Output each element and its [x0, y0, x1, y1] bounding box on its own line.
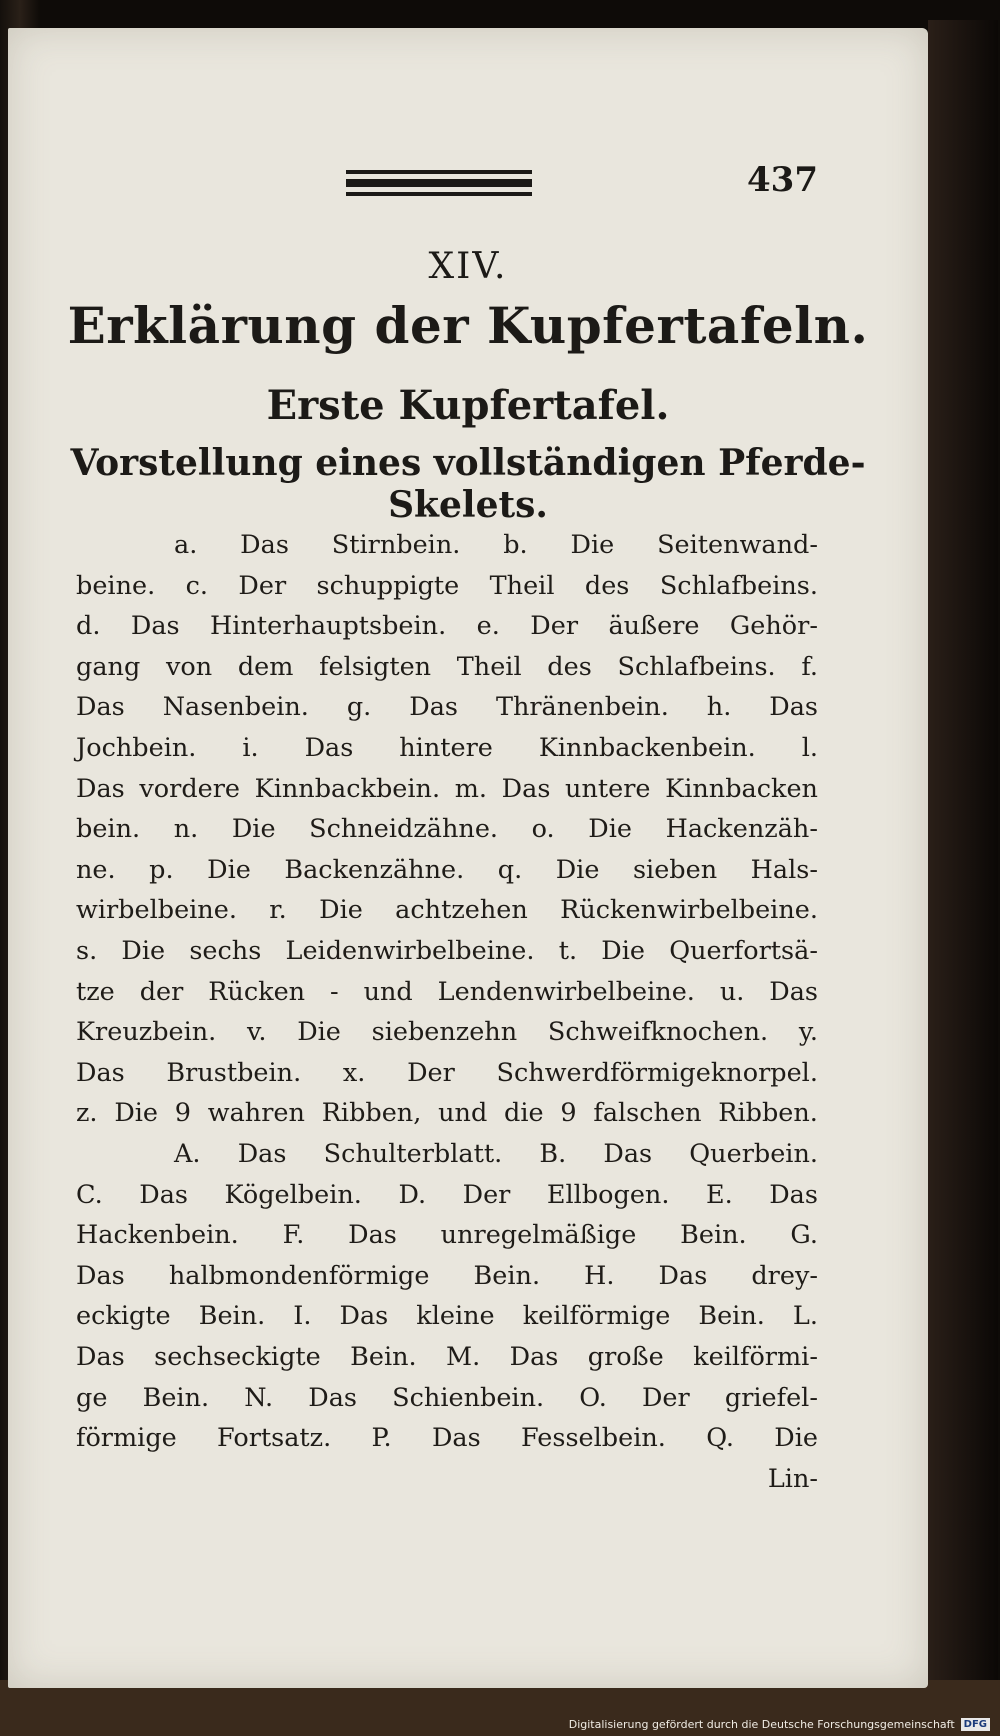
text-line: d. Das Hinterhauptsbein. e. Der äußere Gehör-	[76, 611, 818, 642]
decorative-rule	[346, 170, 532, 196]
page-number: 437	[747, 160, 818, 200]
text-line: Kreuzbein. v. Die siebenzehn Schweifknochen. y.	[76, 1017, 818, 1048]
text-line: Lin-	[767, 1463, 818, 1494]
text-line: beine. c. Der schuppigte Theil des Schlafbeins.	[76, 570, 818, 601]
plate-title: Erste Kupfertafel.	[266, 382, 670, 429]
text-line: förmige Fortsatz. P. Das Fesselbein. Q. Die	[76, 1423, 818, 1454]
text-line: wirbelbeine. r. Die achtzehen Rückenwirbelbeine.	[76, 895, 818, 926]
chapter-title: Erklärung der Kupfertafeln.	[67, 296, 869, 355]
text-line: tze der Rücken - und Lendenwirbelbeine. u. Das	[76, 976, 818, 1007]
section-number: XIV.	[428, 246, 508, 287]
book-edge-shadow	[928, 20, 998, 1700]
text-line: Das sechseckigte Bein. M. Das große keilförmi-	[76, 1342, 818, 1372]
plate-heading-line: Skelets.	[388, 484, 548, 526]
text-line: s. Die sechs Leidenwirbelbeine. t. Die Querfortsä-	[76, 936, 818, 966]
text-line: A. Das Schulterblatt. B. Das Querbein.	[174, 1139, 818, 1169]
plate-heading-line: Vorstellung eines vollständigen Pferde-	[70, 442, 866, 484]
text-line: bein. n. Die Schneidzähne. o. Die Hackenzäh-	[76, 814, 818, 845]
digitization-credit	[569, 1718, 990, 1731]
text-line: C. Das Kögelbein. D. Der Ellbogen. E. Das	[76, 1179, 818, 1210]
text-line: ne. p. Die Backenzähne. q. Die sieben Hals-	[76, 854, 818, 885]
dfg-logo: DFG	[961, 1718, 990, 1731]
text-line: Das Brustbein. x. Der Schwerdförmigeknorpel.	[76, 1057, 818, 1088]
credit-text: Digitalisierung gefördert durch die Deutsche Forschungsgemeinschaft	[568, 1718, 955, 1731]
text-line: Das halbmondenförmige Bein. H. Das drey-	[76, 1260, 818, 1291]
text-line: gang von dem felsigten Theil des Schlafbeins. f.	[76, 651, 818, 682]
text-line: Das vordere Kinnbackbein. m. Das untere Kinnbacken	[76, 773, 818, 804]
text-line: Das Nasenbein. g. Das Thränenbein. h. Das	[76, 692, 818, 723]
text-line: Jochbein. i. Das hintere Kinnbackenbein. l.	[76, 733, 818, 763]
text-line: z. Die 9 wahren Ribben, und die 9 falschen Ribben.	[76, 1098, 818, 1129]
text-line: Hackenbein. F. Das unregelmäßige Bein. G.	[76, 1220, 818, 1251]
text-line: eckigte Bein. I. Das kleine keilförmige Bein. L.	[76, 1301, 818, 1332]
text-line: a. Das Stirnbein. b. Die Seitenwand-	[174, 530, 818, 560]
text-line: ge Bein. N. Das Schienbein. O. Der griefel-	[76, 1382, 818, 1413]
book-page	[8, 28, 928, 1688]
